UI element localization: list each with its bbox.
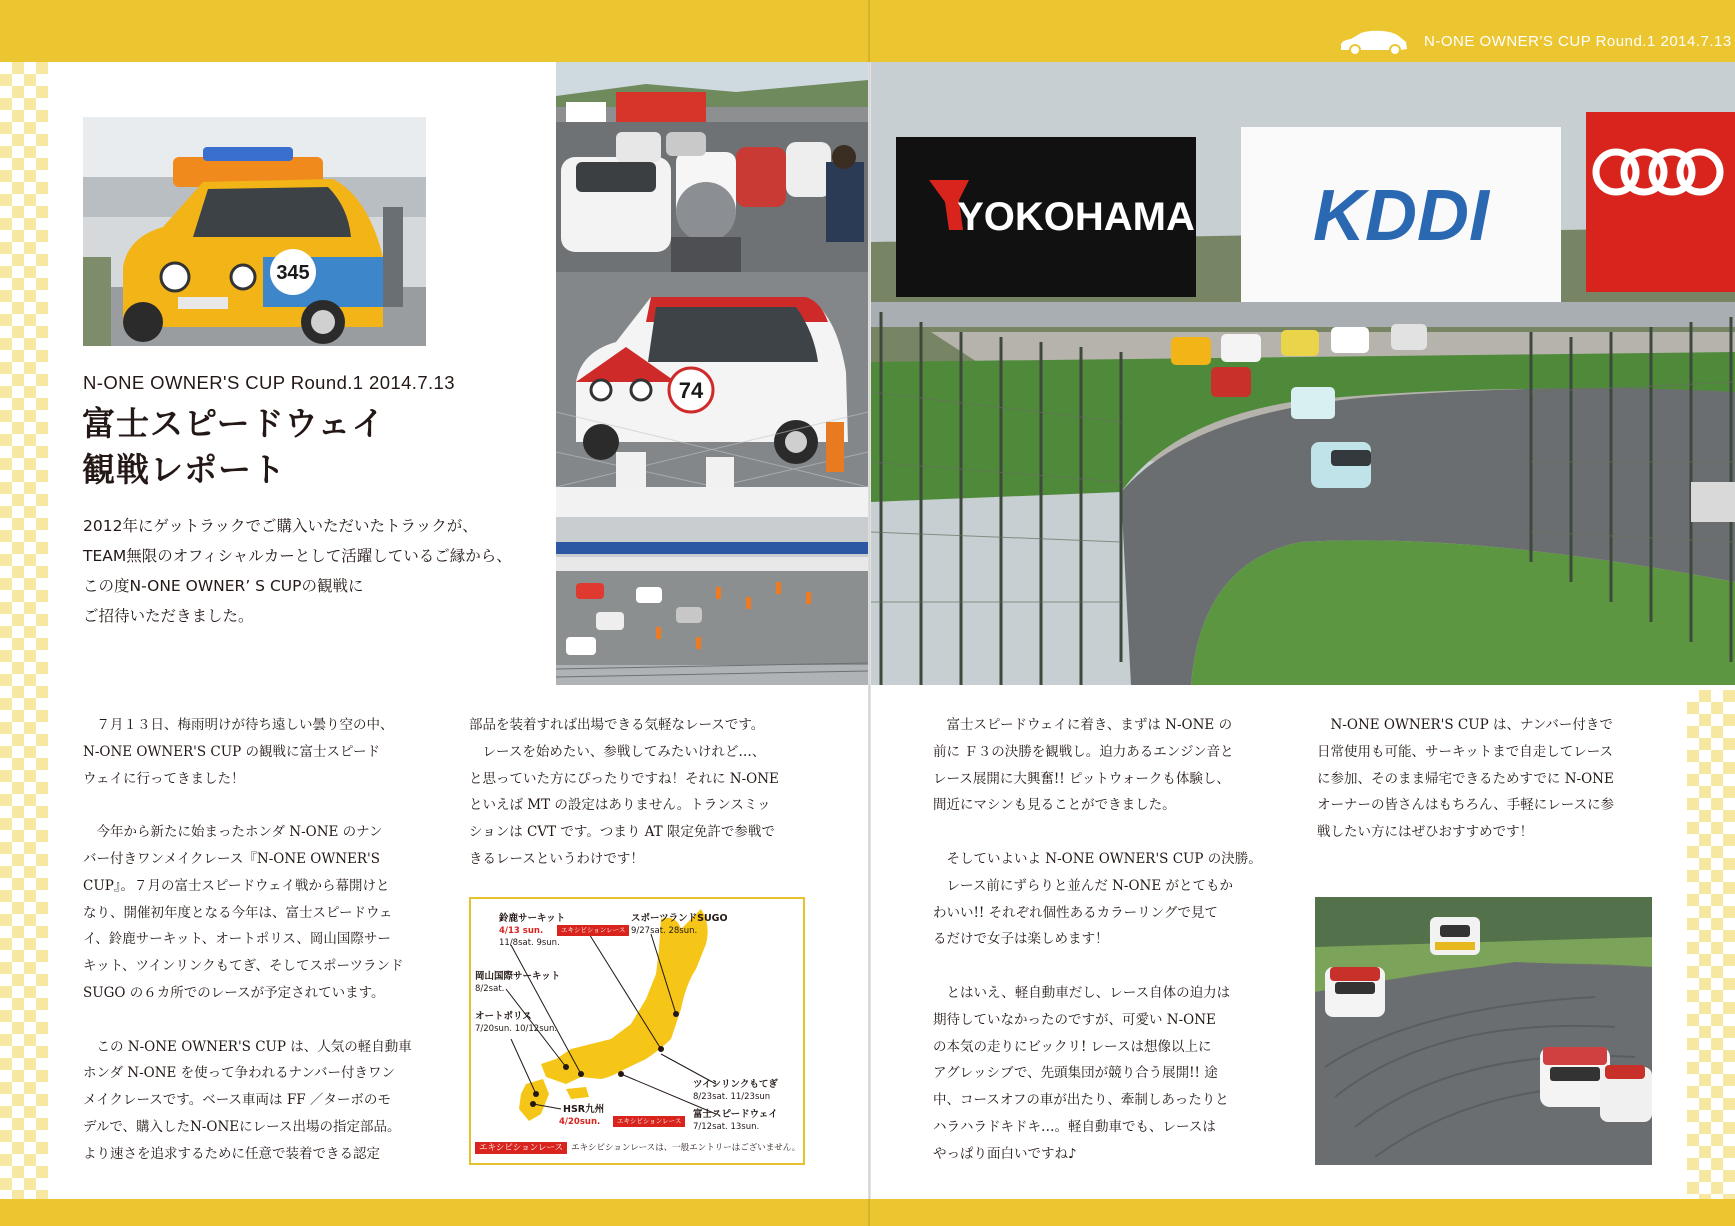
body-line: CUP』。７月の富士スピードウェイ戦から幕開けと	[83, 877, 390, 894]
photo-pit-lane	[556, 62, 868, 272]
body-line: そしていよいよ N-ONE OWNER'S CUP の決勝。	[933, 850, 1262, 867]
body-line: なり、開催初年度となる今年は、富士スピードウェ	[83, 904, 393, 921]
race-schedule-map	[469, 897, 805, 1165]
page-title	[82, 401, 385, 493]
body-line: といえば MT の設定はありません。トランスミッ	[469, 797, 771, 814]
body-column-2	[469, 712, 799, 873]
body-line: バー付きワンメイクレース『N-ONE OWNER'S	[83, 850, 381, 867]
body-line: ションは CVT です。つまり AT 限定免許で参戦で	[469, 824, 775, 841]
header-title: N-ONE OWNER'S CUP Round.1 2014.7.13	[1424, 33, 1732, 50]
checker-border-left	[0, 62, 48, 1199]
body-line: 前に Ｆ３の決勝を観戦し。迫力あるエンジン音と	[933, 743, 1234, 760]
body-line: レース前にずらりと並んだ N-ONE がとてもか	[933, 877, 1234, 894]
body-line: より速さを追求するために任意で装着できる認定	[83, 1145, 380, 1162]
map-footnote-text: エキシビションレースは、一般エントリーはございません。	[571, 1143, 801, 1153]
map-label-sugo: スポーツランドSUGO	[631, 913, 728, 924]
map-label-motegi: ツインリンクもてぎ	[693, 1079, 778, 1090]
body-line: デルで、購入したN-ONEにレース出場の指定部品。	[83, 1118, 401, 1135]
body-line: N-ONE OWNER'S CUP は、ナンバー付きで	[1317, 717, 1613, 733]
map-footnote	[475, 1141, 800, 1153]
body-line: 戦したい方にはぜひおすすめです！	[1317, 824, 1534, 841]
photo-yellow-car	[83, 117, 426, 346]
body-line: ７月１３日、梅雨明けが待ち遠しい曇り空の中、	[83, 717, 394, 733]
body-line: 富士スピードウェイに着き、まずは N-ONE の	[933, 717, 1233, 733]
photo-race-track	[871, 62, 1735, 685]
map-date-okayama: 8/2sat.	[475, 984, 505, 994]
round-info: N-ONE OWNER'S CUP Round.1 2014.7.13	[83, 372, 455, 393]
body-line: わいい!! それぞれ個性あるカラーリングで見て	[933, 904, 1218, 921]
map-date-suzuka-2: 11/8sat. 9sun.	[499, 938, 560, 948]
body-line: 中、コースオフの車が出たり、牽制しあったりと	[933, 1092, 1229, 1109]
map-date-hsr: 4/20sun.	[559, 1117, 601, 1127]
body-line: るだけで女子は楽しめます！	[933, 931, 1109, 948]
map-date-autopolis: 7/20sun. 10/12sun.	[475, 1024, 558, 1034]
map-exhibition-tag: エキシビションレース	[557, 925, 629, 936]
intro-line: TEAM無限のオフィシャルカーとして活躍しているご縁から、	[83, 547, 512, 565]
body-line: の本気の走りにビックリ! レースは想像以上に	[933, 1038, 1212, 1055]
checker-border-right	[1687, 690, 1735, 1199]
body-line: 今年から新たに始まったホンダ N-ONE のナン	[83, 824, 383, 841]
map-date-fuji: 7/12sat. 13sun.	[693, 1122, 760, 1132]
intro-line: この度N-ONE OWNER’ S CUPの観戦に	[83, 577, 364, 595]
map-label-hsr: HSR九州	[563, 1104, 605, 1115]
body-line: ホンダ N-ONE を使って争われるナンバー付きワン	[83, 1065, 396, 1082]
body-line: この N-ONE OWNER'S CUP は、人気の軽自動車	[83, 1038, 412, 1055]
body-line: イ、鈴鹿サーキット、オートポリス、岡山国際サー	[83, 931, 391, 948]
body-column-1	[83, 712, 413, 1168]
billboard-yokohama: YOKOHAMA	[957, 195, 1195, 239]
body-line: 間近にマシンも見ることができました。	[933, 797, 1176, 814]
body-line: 部品を装着すれば出場できる気軽なレースです。	[469, 717, 765, 733]
car-number-74: 74	[678, 378, 704, 403]
billboard-kddi: KDDI	[1313, 176, 1489, 256]
map-label-okayama: 岡山国際サーキット	[475, 971, 561, 982]
intro-line: ご招待いただきました。	[83, 607, 254, 625]
body-line: メイクレースです。ベース車両は FF ／ターボのモ	[83, 1092, 391, 1109]
body-line: レースを始めたい、参戦してみたいけれど…、	[469, 743, 766, 760]
body-line: アグレッシブで、先頭集団が競り合う展開!! 途	[933, 1065, 1218, 1082]
body-line: 期待していなかったのですが、可愛い N-ONE	[933, 1011, 1216, 1028]
body-line: とはいえ、軽自動車だし、レース自体の迫力は	[933, 984, 1231, 1001]
intro-text	[83, 511, 543, 631]
body-line: N-ONE OWNER'S CUP の観戦に富士スピード	[83, 743, 380, 760]
map-label-fuji: 富士スピードウェイ	[693, 1109, 778, 1120]
photo-race-corner	[1315, 897, 1652, 1165]
body-line: レース展開に大興奮!! ピットウォークも体験し、	[933, 770, 1230, 787]
map-date-suzuka-1: 4/13 sun.	[499, 926, 544, 936]
car-number-345: 345	[276, 262, 310, 284]
intro-line: 2012年にゲットラックでご購入いただいたトラックが、	[83, 517, 478, 535]
body-line: 日常使用も可能、サーキットまで自走してレース	[1317, 743, 1614, 760]
body-line: ウェイに行ってきました！	[83, 770, 245, 787]
band-separator	[868, 0, 870, 62]
map-label-autopolis: オートポリス	[475, 1011, 532, 1022]
body-column-4	[1317, 712, 1647, 846]
map-exhibition-tag: エキシビションレース	[613, 1116, 685, 1127]
title-line: 観戦レポート	[82, 450, 286, 489]
photo-grid-walk	[556, 487, 868, 685]
body-column-3	[933, 712, 1263, 1168]
body-line: やっぱり面白いですね♪	[933, 1145, 1077, 1162]
body-line: きるレースというわけです！	[469, 850, 644, 867]
band-separator	[868, 1199, 870, 1226]
body-line: ハラハラドキドキ…。軽自動車でも、レースは	[933, 1118, 1216, 1135]
map-label-suzuka: 鈴鹿サーキット	[499, 913, 566, 924]
title-line: 富士スピードウェイ	[82, 404, 386, 443]
car-silhouette-icon	[1339, 30, 1409, 54]
map-footnote-tag: エキシビションレース	[475, 1142, 567, 1154]
body-line: に参加、そのまま帰宅できるためすでに N-ONE	[1317, 770, 1614, 787]
photo-red-car	[556, 272, 868, 487]
body-line: SUGO の６カ所でのレースが予定されています。	[83, 984, 385, 1001]
body-line: キット、ツインリンクもてぎ、そしてスポーツランド	[83, 958, 404, 975]
map-date-motegi: 8/23sat. 11/23sun	[693, 1092, 771, 1102]
body-line: と思っていた方にぴったりですね！それに N-ONE	[469, 770, 779, 787]
body-line: オーナーの皆さんはもちろん、手軽にレースに参	[1317, 797, 1615, 814]
map-date-sugo: 9/27sat. 28sun.	[631, 926, 698, 936]
